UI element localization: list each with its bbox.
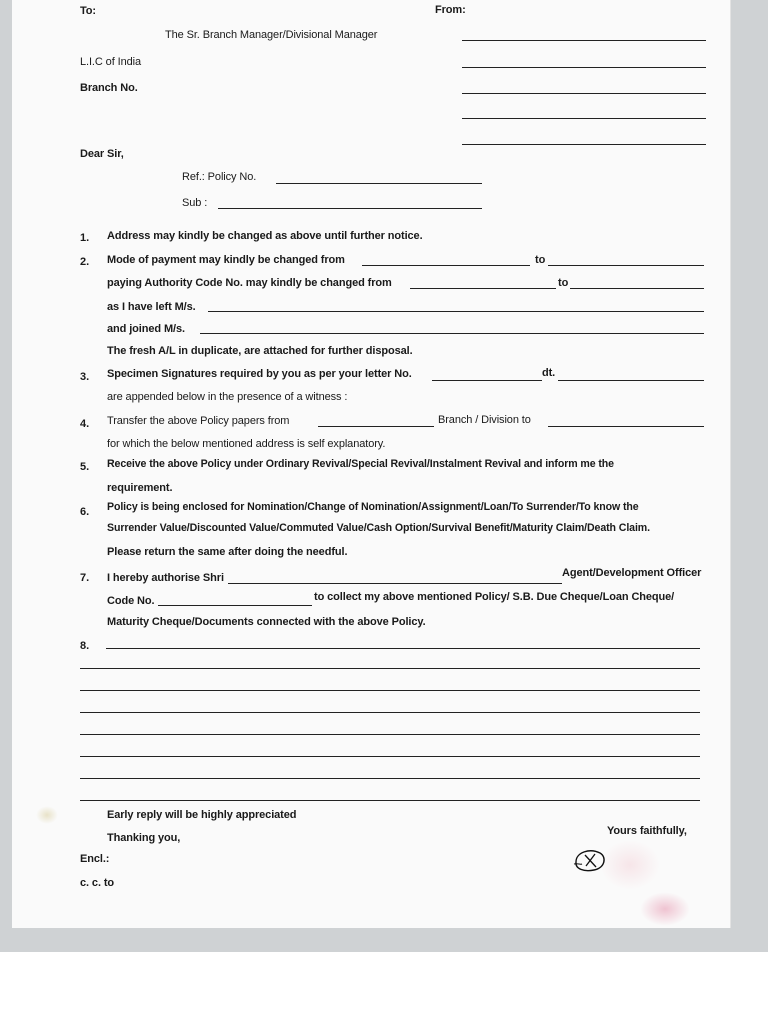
item-7-agent: Agent/Development Officer xyxy=(562,567,702,579)
item-2-authority-to: to xyxy=(558,277,569,289)
item-4-mid: Branch / Division to xyxy=(438,414,531,426)
authority-from-line[interactable] xyxy=(410,288,556,289)
remarks-line-1[interactable] xyxy=(106,648,700,649)
transfer-from-line[interactable] xyxy=(318,426,434,427)
item-number: 5. xyxy=(80,461,90,473)
item-number: 4. xyxy=(80,418,90,430)
paper-stain xyxy=(640,892,690,926)
item-7-maturity-text: Maturity Cheque/Documents connected with the above Policy. xyxy=(107,616,426,628)
item-3-text: Specimen Signatures required by you as per your letter No. xyxy=(107,368,412,380)
item-3-dt: dt. xyxy=(542,367,556,379)
item-2-joined-text: and joined M/s. xyxy=(107,323,185,335)
remarks-line-8[interactable] xyxy=(80,800,700,801)
branch-label: Branch No. xyxy=(80,82,138,94)
remarks-line-3[interactable] xyxy=(80,690,700,691)
item-3-witness-text: are appended below in the presence of a witness : xyxy=(107,391,348,403)
letter-number-line[interactable] xyxy=(432,380,542,381)
item-2-authority-text: paying Authority Code No. may kindly be changed from xyxy=(107,277,392,289)
item-5-requirement: requirement. xyxy=(107,482,173,494)
item-4-text: Transfer the above Policy papers from xyxy=(107,415,290,427)
item-2-to: to xyxy=(535,254,546,266)
item-number: 2. xyxy=(80,256,90,268)
remarks-line-2[interactable] xyxy=(80,668,700,669)
from-line-2[interactable] xyxy=(462,67,706,68)
from-line-1[interactable] xyxy=(462,40,706,41)
item-7-text: I hereby authorise Shri xyxy=(107,572,224,584)
from-line-4[interactable] xyxy=(462,118,706,119)
cc-label: c. c. to xyxy=(80,877,115,889)
item-number: 6. xyxy=(80,506,90,518)
left-firm-line[interactable] xyxy=(208,311,704,312)
item-5-text: Receive the above Policy under Ordinary Revival/Special Revival/Instalment Revival and inform me the xyxy=(107,458,614,470)
to-label: To: xyxy=(80,5,96,17)
authority-to-line[interactable] xyxy=(570,288,704,289)
payment-from-line[interactable] xyxy=(362,265,530,266)
item-2-left-text: as I have left M/s. xyxy=(107,301,196,313)
sub-label: Sub : xyxy=(182,197,208,209)
addressee: The Sr. Branch Manager/Divisional Manager xyxy=(165,29,378,41)
paper-stain xyxy=(36,806,58,824)
transfer-to-line[interactable] xyxy=(548,426,704,427)
item-number: 8. xyxy=(80,640,90,652)
remarks-line-4[interactable] xyxy=(80,712,700,713)
authorised-person-line[interactable] xyxy=(228,583,562,584)
item-1-text: Address may kindly be changed as above until further notice. xyxy=(107,230,423,242)
item-6-text: Policy is being enclosed for Nomination/Change of Nomination/Assignment/Loan/To Surrender/To know the xyxy=(107,501,639,513)
letter-date-line[interactable] xyxy=(558,380,704,381)
remarks-line-6[interactable] xyxy=(80,756,700,757)
from-label: From: xyxy=(435,4,466,16)
item-6-values-text: Surrender Value/Discounted Value/Commuted Value/Cash Option/Survival Benefit/Maturity Claim/Death Claim. xyxy=(107,522,650,534)
item-number: 3. xyxy=(80,371,90,383)
subject-line[interactable] xyxy=(218,208,482,209)
item-4-address-text: for which the below mentioned address is self explanatory. xyxy=(107,438,386,450)
item-2-fresh-text: The fresh A/L in duplicate, are attached for further disposal. xyxy=(107,345,413,357)
from-line-3[interactable] xyxy=(462,93,706,94)
salutation: Dear Sir, xyxy=(80,148,124,160)
thanking-text: Thanking you, xyxy=(107,832,181,844)
remarks-line-5[interactable] xyxy=(80,734,700,735)
item-2-text: Mode of payment may kindly be changed from xyxy=(107,254,345,266)
item-number: 7. xyxy=(80,572,90,584)
code-number-line[interactable] xyxy=(158,605,312,606)
enclosure-label: Encl.: xyxy=(80,853,110,865)
item-7-code-text: Code No. xyxy=(107,595,155,607)
paper-stain xyxy=(600,840,660,890)
item-number: 1. xyxy=(80,232,90,244)
remarks-line-7[interactable] xyxy=(80,778,700,779)
item-6-return-text: Please return the same after doing the needful. xyxy=(107,546,348,558)
policy-number-line[interactable] xyxy=(276,183,482,184)
ref-label: Ref.: Policy No. xyxy=(182,171,257,183)
item-7-collect-text: to collect my above mentioned Policy/ S.B. Due Cheque/Loan Cheque/ xyxy=(314,591,675,603)
early-reply-text: Early reply will be highly appreciated xyxy=(107,809,297,821)
payment-to-line[interactable] xyxy=(548,265,704,266)
joined-firm-line[interactable] xyxy=(200,333,704,334)
from-line-5[interactable] xyxy=(462,144,706,145)
org-name: L.I.C of India xyxy=(80,56,141,68)
handwritten-signature-mark-icon xyxy=(572,846,608,874)
yours-faithfully: Yours faithfully, xyxy=(607,825,687,837)
